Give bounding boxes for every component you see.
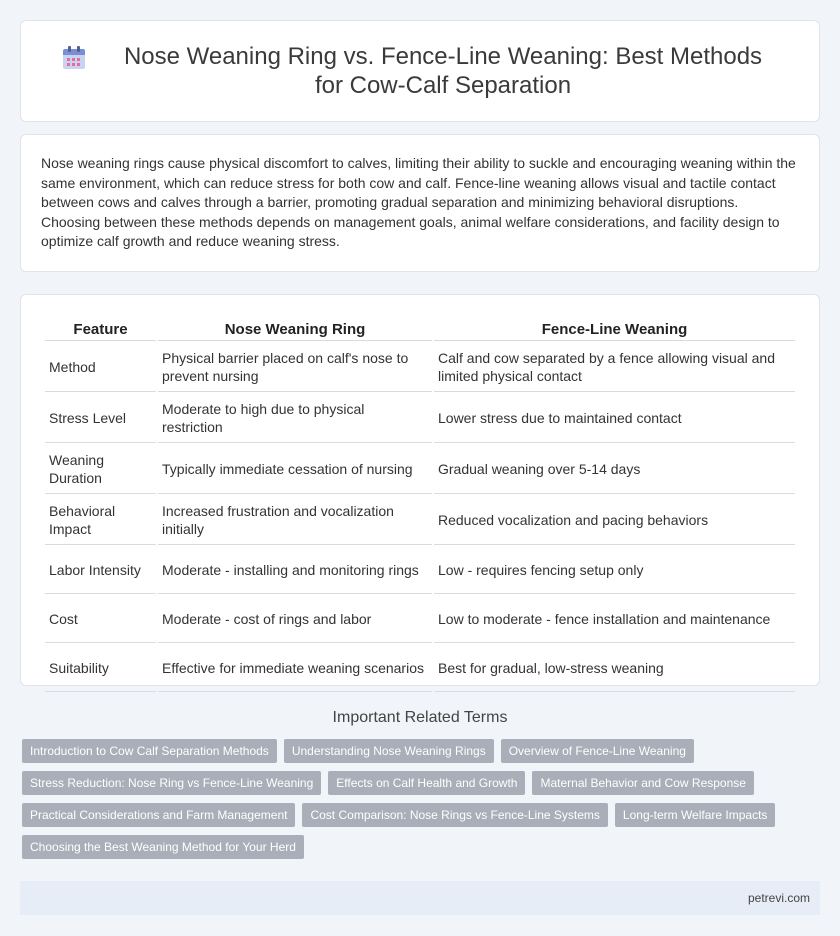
- table-row: [45, 343, 795, 392]
- related-term-link[interactable]: Long-term Welfare Impacts: [615, 803, 776, 827]
- page-title: Nose Weaning Ring vs. Fence-Line Weaning: Best Methods for Cow-Calf Separation: [123, 43, 763, 99]
- row-nose-ring: Moderate - cost of rings and labor: [158, 596, 432, 643]
- row-nose-ring: Physical barrier placed on calf's nose to prevent nursing: [158, 343, 432, 392]
- row-nose-ring: Typically immediate cessation of nursing: [158, 445, 432, 494]
- row-nose-ring: Moderate - installing and monitoring rings: [158, 547, 432, 594]
- related-term-link[interactable]: Stress Reduction: Nose Ring vs Fence-Line Weaning: [22, 771, 321, 795]
- row-nose-ring: Increased frustration and vocalization initially: [158, 496, 432, 545]
- title-card: [20, 20, 820, 122]
- row-feature: Weaning Duration: [45, 445, 156, 494]
- table-row: [45, 394, 795, 443]
- related-term-link[interactable]: Cost Comparison: Nose Rings vs Fence-Line Systems: [302, 803, 607, 827]
- footer-site-link[interactable]: petrevi.com: [747, 891, 810, 905]
- footer: [20, 881, 820, 915]
- row-feature: Cost: [45, 596, 156, 643]
- table-row: [45, 596, 795, 643]
- table-row: [45, 445, 795, 494]
- related-terms-title: Important Related Terms: [332, 709, 508, 726]
- row-feature: Method: [45, 343, 156, 392]
- table-row: [45, 645, 795, 692]
- related-term-link[interactable]: Introduction to Cow Calf Separation Methods: [22, 739, 277, 763]
- header-feature: Feature: [45, 314, 156, 341]
- row-fence-line: Best for gradual, low-stress weaning: [434, 645, 795, 692]
- title-wrap: [61, 42, 779, 100]
- intro-card: [20, 134, 820, 272]
- related-term-link[interactable]: Maternal Behavior and Cow Response: [532, 771, 753, 795]
- header-fence-line: Fence-Line Weaning: [434, 314, 795, 341]
- row-fence-line: Calf and cow separated by a fence allowing visual and limited physical contact: [434, 343, 795, 392]
- row-feature: Behavioral Impact: [45, 496, 156, 545]
- row-nose-ring: Effective for immediate weaning scenarios: [158, 645, 432, 692]
- row-nose-ring: Moderate to high due to physical restriction: [158, 394, 432, 443]
- related-term-link[interactable]: Effects on Calf Health and Growth: [328, 771, 525, 795]
- row-feature: Suitability: [45, 645, 156, 692]
- row-fence-line: Low - requires fencing setup only: [434, 547, 795, 594]
- table-row: [45, 496, 795, 545]
- row-fence-line: Low to moderate - fence installation and maintenance: [434, 596, 795, 643]
- row-fence-line: Lower stress due to maintained contact: [434, 394, 795, 443]
- table-header-row: [45, 314, 795, 341]
- row-fence-line: Gradual weaning over 5-14 days: [434, 445, 795, 494]
- row-feature: Stress Level: [45, 394, 156, 443]
- intro-text: Nose weaning rings cause physical discomfort to calves, limiting their ability to suckle and encouraging weaning within the same environment, which can reduce stress for both cow and calf. Fence-line weaning allows visual and tactile contact between cows and calves through a barrier, promoting gradual separation and minimizing behavioral disruptions. Choosing between these methods depends on management goals, animal welfare considerations, and facility design to optimize calf growth and reduce weaning stress.: [41, 155, 796, 249]
- related-term-link[interactable]: Understanding Nose Weaning Rings: [284, 739, 494, 763]
- table-row: [45, 547, 795, 594]
- calendar-icon: [61, 45, 87, 71]
- related-terms-list: [22, 739, 820, 867]
- row-feature: Labor Intensity: [45, 547, 156, 594]
- comparison-card: [20, 294, 820, 686]
- related-term-link[interactable]: Choosing the Best Weaning Method for Your Herd: [22, 835, 304, 859]
- comparison-table: [43, 312, 797, 694]
- related-term-link[interactable]: Overview of Fence-Line Weaning: [501, 739, 694, 763]
- row-fence-line: Reduced vocalization and pacing behaviors: [434, 496, 795, 545]
- header-nose-ring: Nose Weaning Ring: [158, 314, 432, 341]
- related-term-link[interactable]: Practical Considerations and Farm Management: [22, 803, 295, 827]
